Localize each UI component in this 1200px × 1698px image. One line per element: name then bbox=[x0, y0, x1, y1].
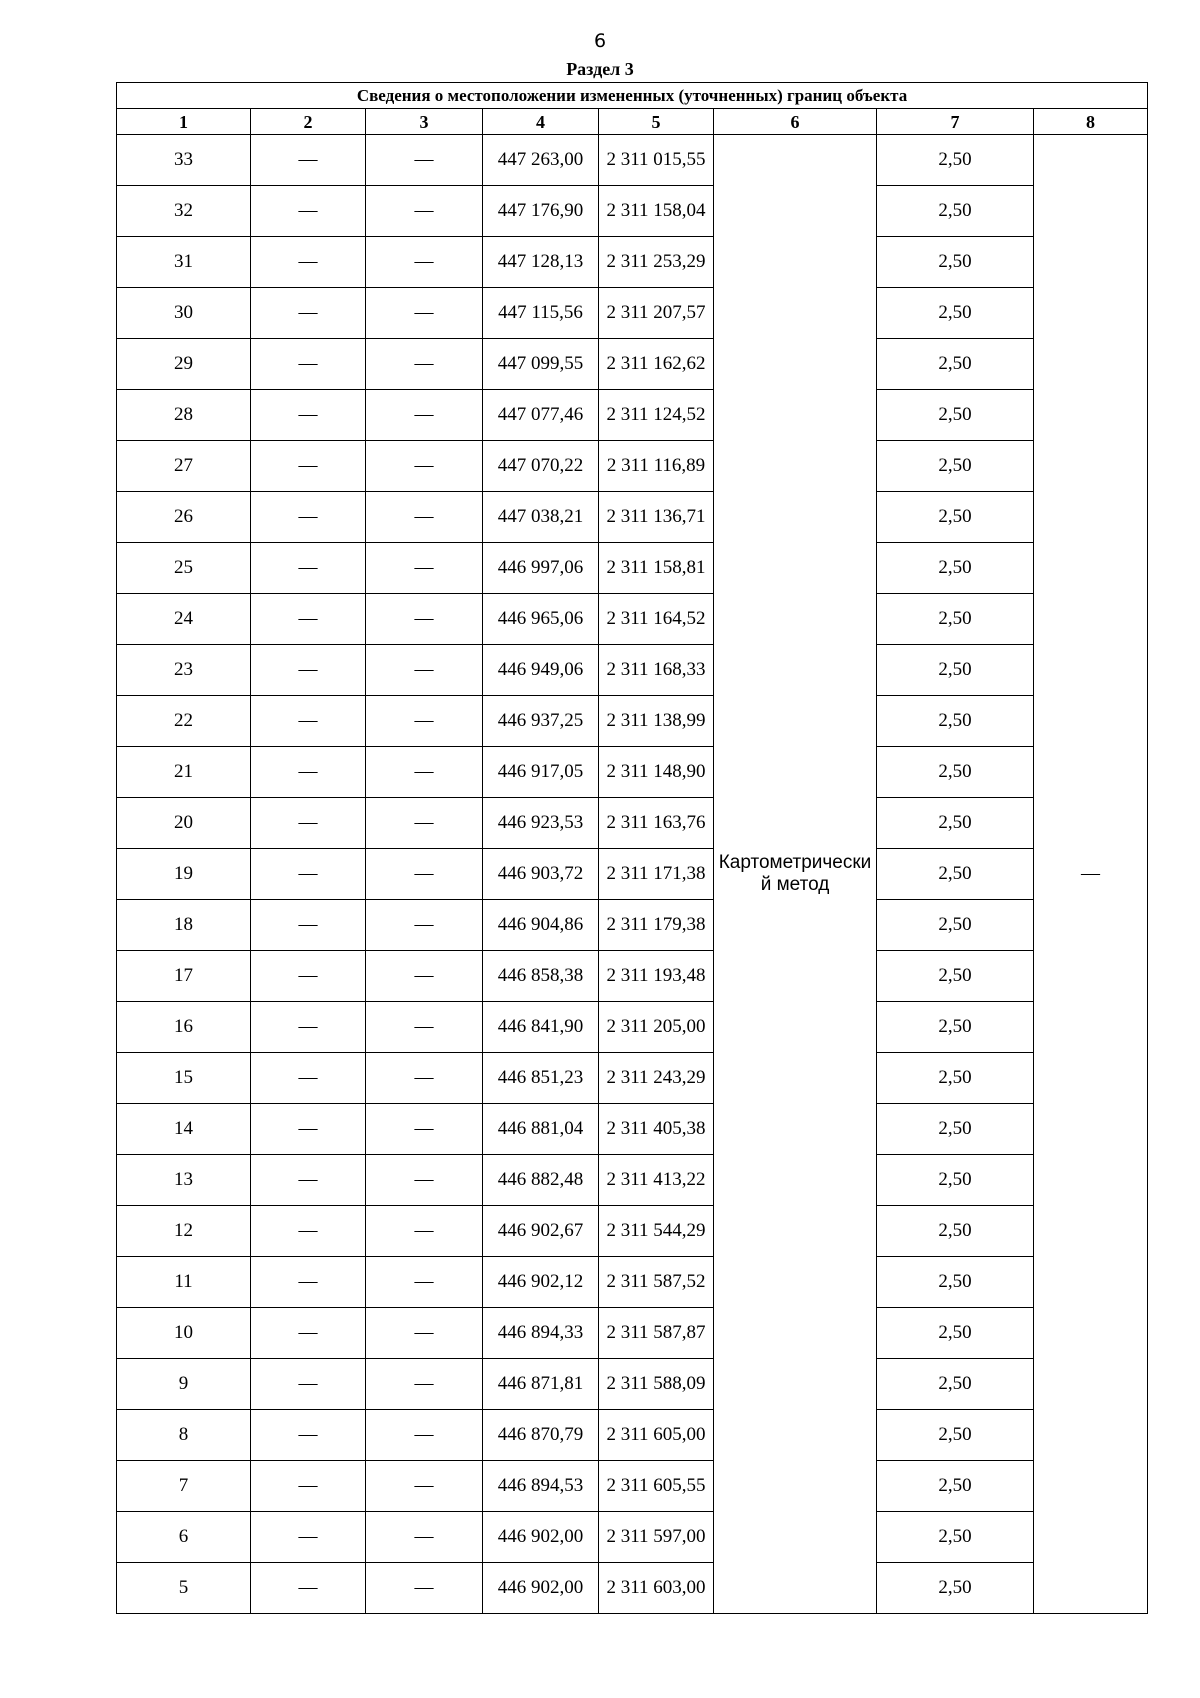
x-coordinate-cell: 447 077,46 bbox=[483, 390, 599, 441]
col3-cell: — bbox=[366, 645, 483, 696]
col3-cell: — bbox=[366, 798, 483, 849]
x-coordinate-cell: 446 858,38 bbox=[483, 951, 599, 1002]
x-coordinate-cell: 446 965,06 bbox=[483, 594, 599, 645]
accuracy-cell: 2,50 bbox=[877, 237, 1034, 288]
point-number-cell: 27 bbox=[117, 441, 251, 492]
accuracy-cell: 2,50 bbox=[877, 900, 1034, 951]
y-coordinate-cell: 2 311 603,00 bbox=[599, 1563, 714, 1614]
x-coordinate-cell: 446 904,86 bbox=[483, 900, 599, 951]
col3-cell: — bbox=[366, 1359, 483, 1410]
col2-cell: — bbox=[251, 1104, 366, 1155]
x-coordinate-cell: 446 923,53 bbox=[483, 798, 599, 849]
table-row bbox=[117, 186, 1148, 237]
accuracy-cell: 2,50 bbox=[877, 645, 1034, 696]
col2-cell: — bbox=[251, 441, 366, 492]
point-number-cell: 17 bbox=[117, 951, 251, 1002]
y-coordinate-cell: 2 311 605,00 bbox=[599, 1410, 714, 1461]
x-coordinate-cell: 446 870,79 bbox=[483, 1410, 599, 1461]
coordinates-table bbox=[116, 82, 1148, 1614]
col3-cell: — bbox=[366, 1155, 483, 1206]
x-coordinate-cell: 447 099,55 bbox=[483, 339, 599, 390]
point-number-cell: 32 bbox=[117, 186, 251, 237]
x-coordinate-cell: 446 894,33 bbox=[483, 1308, 599, 1359]
point-number-cell: 14 bbox=[117, 1104, 251, 1155]
y-coordinate-cell: 2 311 207,57 bbox=[599, 288, 714, 339]
column-header: 5 bbox=[599, 109, 714, 135]
table-row bbox=[117, 390, 1148, 441]
col2-cell: — bbox=[251, 135, 366, 186]
col3-cell: — bbox=[366, 747, 483, 798]
table-row bbox=[117, 1410, 1148, 1461]
col2-cell: — bbox=[251, 747, 366, 798]
col3-cell: — bbox=[366, 1104, 483, 1155]
accuracy-cell: 2,50 bbox=[877, 1257, 1034, 1308]
col3-cell: — bbox=[366, 339, 483, 390]
y-coordinate-cell: 2 311 243,29 bbox=[599, 1053, 714, 1104]
point-number-cell: 16 bbox=[117, 1002, 251, 1053]
point-number-cell: 22 bbox=[117, 696, 251, 747]
y-coordinate-cell: 2 311 162,62 bbox=[599, 339, 714, 390]
x-coordinate-cell: 446 937,25 bbox=[483, 696, 599, 747]
y-coordinate-cell: 2 311 136,71 bbox=[599, 492, 714, 543]
table-caption: Сведения о местоположении измененных (уточненных) границ объекта bbox=[117, 83, 1148, 109]
col3-cell: — bbox=[366, 288, 483, 339]
col2-cell: — bbox=[251, 339, 366, 390]
point-number-cell: 24 bbox=[117, 594, 251, 645]
table-row bbox=[117, 1308, 1148, 1359]
x-coordinate-cell: 447 128,13 bbox=[483, 237, 599, 288]
table-body bbox=[117, 135, 1148, 1614]
col2-cell: — bbox=[251, 951, 366, 1002]
col3-cell: — bbox=[366, 186, 483, 237]
col3-cell: — bbox=[366, 951, 483, 1002]
y-coordinate-cell: 2 311 405,38 bbox=[599, 1104, 714, 1155]
point-number-cell: 30 bbox=[117, 288, 251, 339]
table-row bbox=[117, 1053, 1148, 1104]
point-number-cell: 13 bbox=[117, 1155, 251, 1206]
accuracy-cell: 2,50 bbox=[877, 1104, 1034, 1155]
accuracy-cell: 2,50 bbox=[877, 747, 1034, 798]
accuracy-cell: 2,50 bbox=[877, 1206, 1034, 1257]
point-number-cell: 15 bbox=[117, 1053, 251, 1104]
accuracy-cell: 2,50 bbox=[877, 798, 1034, 849]
table-row bbox=[117, 1563, 1148, 1614]
point-number-cell: 25 bbox=[117, 543, 251, 594]
accuracy-cell: 2,50 bbox=[877, 1053, 1034, 1104]
accuracy-cell: 2,50 bbox=[877, 543, 1034, 594]
table-row bbox=[117, 645, 1148, 696]
point-number-cell: 18 bbox=[117, 900, 251, 951]
accuracy-cell: 2,50 bbox=[877, 1359, 1034, 1410]
table-row bbox=[117, 696, 1148, 747]
column-header: 8 bbox=[1034, 109, 1148, 135]
column-header: 1 bbox=[117, 109, 251, 135]
point-number-cell: 33 bbox=[117, 135, 251, 186]
table-row bbox=[117, 849, 1148, 900]
col2-cell: — bbox=[251, 900, 366, 951]
col3-cell: — bbox=[366, 1002, 483, 1053]
col8-cell: — bbox=[1034, 135, 1148, 1614]
x-coordinate-cell: 446 902,00 bbox=[483, 1563, 599, 1614]
x-coordinate-cell: 446 841,90 bbox=[483, 1002, 599, 1053]
col3-cell: — bbox=[366, 1308, 483, 1359]
point-number-cell: 20 bbox=[117, 798, 251, 849]
col2-cell: — bbox=[251, 849, 366, 900]
col3-cell: — bbox=[366, 1410, 483, 1461]
accuracy-cell: 2,50 bbox=[877, 288, 1034, 339]
column-header: 4 bbox=[483, 109, 599, 135]
y-coordinate-cell: 2 311 413,22 bbox=[599, 1155, 714, 1206]
y-coordinate-cell: 2 311 164,52 bbox=[599, 594, 714, 645]
x-coordinate-cell: 447 263,00 bbox=[483, 135, 599, 186]
accuracy-cell: 2,50 bbox=[877, 1461, 1034, 1512]
point-number-cell: 8 bbox=[117, 1410, 251, 1461]
y-coordinate-cell: 2 311 597,00 bbox=[599, 1512, 714, 1563]
table-row bbox=[117, 1257, 1148, 1308]
table-row bbox=[117, 543, 1148, 594]
page-number: 6 bbox=[593, 30, 607, 52]
accuracy-cell: 2,50 bbox=[877, 441, 1034, 492]
col3-cell: — bbox=[366, 1461, 483, 1512]
col2-cell: — bbox=[251, 798, 366, 849]
x-coordinate-cell: 446 881,04 bbox=[483, 1104, 599, 1155]
table-row bbox=[117, 798, 1148, 849]
x-coordinate-cell: 446 997,06 bbox=[483, 543, 599, 594]
col2-cell: — bbox=[251, 1053, 366, 1104]
table-row bbox=[117, 237, 1148, 288]
accuracy-cell: 2,50 bbox=[877, 1155, 1034, 1206]
table-row bbox=[117, 1002, 1148, 1053]
accuracy-cell: 2,50 bbox=[877, 849, 1034, 900]
accuracy-cell: 2,50 bbox=[877, 186, 1034, 237]
table-row bbox=[117, 492, 1148, 543]
col2-cell: — bbox=[251, 237, 366, 288]
point-number-cell: 10 bbox=[117, 1308, 251, 1359]
y-coordinate-cell: 2 311 179,38 bbox=[599, 900, 714, 951]
table-row bbox=[117, 747, 1148, 798]
col3-cell: — bbox=[366, 441, 483, 492]
col2-cell: — bbox=[251, 1002, 366, 1053]
col2-cell: — bbox=[251, 288, 366, 339]
x-coordinate-cell: 446 949,06 bbox=[483, 645, 599, 696]
table-row bbox=[117, 951, 1148, 1002]
col3-cell: — bbox=[366, 1512, 483, 1563]
table-row bbox=[117, 1461, 1148, 1512]
y-coordinate-cell: 2 311 158,04 bbox=[599, 186, 714, 237]
y-coordinate-cell: 2 311 171,38 bbox=[599, 849, 714, 900]
table-row bbox=[117, 1359, 1148, 1410]
x-coordinate-cell: 447 115,56 bbox=[483, 288, 599, 339]
point-number-cell: 26 bbox=[117, 492, 251, 543]
col2-cell: — bbox=[251, 492, 366, 543]
accuracy-cell: 2,50 bbox=[877, 951, 1034, 1002]
table-row bbox=[117, 288, 1148, 339]
col2-cell: — bbox=[251, 1461, 366, 1512]
table-row bbox=[117, 135, 1148, 186]
table-row bbox=[117, 441, 1148, 492]
y-coordinate-cell: 2 311 138,99 bbox=[599, 696, 714, 747]
col3-cell: — bbox=[366, 135, 483, 186]
y-coordinate-cell: 2 311 158,81 bbox=[599, 543, 714, 594]
col3-cell: — bbox=[366, 1257, 483, 1308]
column-header: 7 bbox=[877, 109, 1034, 135]
point-number-cell: 9 bbox=[117, 1359, 251, 1410]
col3-cell: — bbox=[366, 1206, 483, 1257]
table-row bbox=[117, 1104, 1148, 1155]
x-coordinate-cell: 447 070,22 bbox=[483, 441, 599, 492]
col2-cell: — bbox=[251, 186, 366, 237]
y-coordinate-cell: 2 311 193,48 bbox=[599, 951, 714, 1002]
y-coordinate-cell: 2 311 148,90 bbox=[599, 747, 714, 798]
x-coordinate-cell: 446 851,23 bbox=[483, 1053, 599, 1104]
col3-cell: — bbox=[366, 594, 483, 645]
accuracy-cell: 2,50 bbox=[877, 339, 1034, 390]
point-number-cell: 21 bbox=[117, 747, 251, 798]
x-coordinate-cell: 446 894,53 bbox=[483, 1461, 599, 1512]
col3-cell: — bbox=[366, 1563, 483, 1614]
table-row bbox=[117, 339, 1148, 390]
col2-cell: — bbox=[251, 1563, 366, 1614]
y-coordinate-cell: 2 311 124,52 bbox=[599, 390, 714, 441]
point-number-cell: 31 bbox=[117, 237, 251, 288]
column-header: 2 bbox=[251, 109, 366, 135]
y-coordinate-cell: 2 311 015,55 bbox=[599, 135, 714, 186]
point-number-cell: 6 bbox=[117, 1512, 251, 1563]
accuracy-cell: 2,50 bbox=[877, 1002, 1034, 1053]
col2-cell: — bbox=[251, 1512, 366, 1563]
y-coordinate-cell: 2 311 163,76 bbox=[599, 798, 714, 849]
y-coordinate-cell: 2 311 587,87 bbox=[599, 1308, 714, 1359]
y-coordinate-cell: 2 311 605,55 bbox=[599, 1461, 714, 1512]
col3-cell: — bbox=[366, 900, 483, 951]
accuracy-cell: 2,50 bbox=[877, 135, 1034, 186]
col3-cell: — bbox=[366, 237, 483, 288]
col2-cell: — bbox=[251, 1257, 366, 1308]
table-row bbox=[117, 1206, 1148, 1257]
col2-cell: — bbox=[251, 1308, 366, 1359]
col2-cell: — bbox=[251, 543, 366, 594]
y-coordinate-cell: 2 311 588,09 bbox=[599, 1359, 714, 1410]
table-row bbox=[117, 1155, 1148, 1206]
col3-cell: — bbox=[366, 543, 483, 594]
col3-cell: — bbox=[366, 1053, 483, 1104]
col2-cell: — bbox=[251, 645, 366, 696]
col2-cell: — bbox=[251, 1155, 366, 1206]
accuracy-cell: 2,50 bbox=[877, 1308, 1034, 1359]
col2-cell: — bbox=[251, 696, 366, 747]
col3-cell: — bbox=[366, 849, 483, 900]
col2-cell: — bbox=[251, 1359, 366, 1410]
point-number-cell: 11 bbox=[117, 1257, 251, 1308]
x-coordinate-cell: 446 902,12 bbox=[483, 1257, 599, 1308]
x-coordinate-cell: 446 871,81 bbox=[483, 1359, 599, 1410]
accuracy-cell: 2,50 bbox=[877, 1512, 1034, 1563]
method-cell: Картометрический метод bbox=[714, 135, 877, 1614]
table-row bbox=[117, 900, 1148, 951]
column-header: 6 bbox=[714, 109, 877, 135]
point-number-cell: 12 bbox=[117, 1206, 251, 1257]
point-number-cell: 23 bbox=[117, 645, 251, 696]
y-coordinate-cell: 2 311 168,33 bbox=[599, 645, 714, 696]
y-coordinate-cell: 2 311 205,00 bbox=[599, 1002, 714, 1053]
x-coordinate-cell: 446 882,48 bbox=[483, 1155, 599, 1206]
point-number-cell: 29 bbox=[117, 339, 251, 390]
col2-cell: — bbox=[251, 1206, 366, 1257]
x-coordinate-cell: 447 176,90 bbox=[483, 186, 599, 237]
point-number-cell: 28 bbox=[117, 390, 251, 441]
y-coordinate-cell: 2 311 544,29 bbox=[599, 1206, 714, 1257]
x-coordinate-cell: 447 038,21 bbox=[483, 492, 599, 543]
x-coordinate-cell: 446 902,67 bbox=[483, 1206, 599, 1257]
y-coordinate-cell: 2 311 253,29 bbox=[599, 237, 714, 288]
accuracy-cell: 2,50 bbox=[877, 696, 1034, 747]
accuracy-cell: 2,50 bbox=[877, 1410, 1034, 1461]
accuracy-cell: 2,50 bbox=[877, 1563, 1034, 1614]
table-row bbox=[117, 1512, 1148, 1563]
table-header-row bbox=[117, 109, 1148, 135]
accuracy-cell: 2,50 bbox=[877, 594, 1034, 645]
point-number-cell: 5 bbox=[117, 1563, 251, 1614]
column-header: 3 bbox=[366, 109, 483, 135]
x-coordinate-cell: 446 917,05 bbox=[483, 747, 599, 798]
point-number-cell: 19 bbox=[117, 849, 251, 900]
col2-cell: — bbox=[251, 1410, 366, 1461]
section-title: Раздел 3 bbox=[566, 59, 634, 79]
accuracy-cell: 2,50 bbox=[877, 492, 1034, 543]
accuracy-cell: 2,50 bbox=[877, 390, 1034, 441]
y-coordinate-cell: 2 311 587,52 bbox=[599, 1257, 714, 1308]
col2-cell: — bbox=[251, 594, 366, 645]
col3-cell: — bbox=[366, 492, 483, 543]
col3-cell: — bbox=[366, 696, 483, 747]
table-row bbox=[117, 594, 1148, 645]
point-number-cell: 7 bbox=[117, 1461, 251, 1512]
col2-cell: — bbox=[251, 390, 366, 441]
x-coordinate-cell: 446 902,00 bbox=[483, 1512, 599, 1563]
y-coordinate-cell: 2 311 116,89 bbox=[599, 441, 714, 492]
x-coordinate-cell: 446 903,72 bbox=[483, 849, 599, 900]
col3-cell: — bbox=[366, 390, 483, 441]
